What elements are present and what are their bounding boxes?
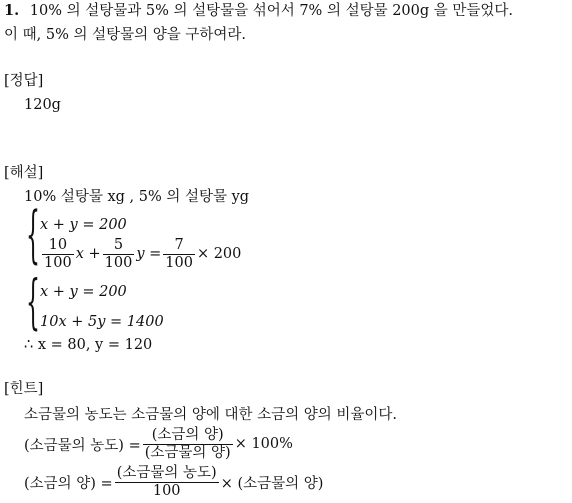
hint-formula-2-fraction: $\frac{\text{(소금물의 농도)}}{100}$ <box>116 464 217 499</box>
system-1-brace: { <box>26 202 40 273</box>
hint-header: [힌트] <box>4 381 44 397</box>
solution-header: [해설] <box>4 165 44 181</box>
fraction-10-over-100: $\frac{10}{100}$ <box>44 236 72 271</box>
answer-value: 120g <box>24 97 61 113</box>
problem-number: 1. <box>4 2 20 19</box>
hint-formula-2: (소금의 양) = $\frac{\text{(소금물의 농도)}}{100}$ × (소금물의 양) <box>24 464 324 499</box>
problem-line-2: 이 때, 5% 의 설탕물의 양을 구하여라. <box>4 27 246 43</box>
hint-line-1: 소금물의 농도는 소금물의 양에 대한 소금의 양의 비율이다. <box>24 407 398 423</box>
system-2-brace: { <box>26 270 40 339</box>
fraction-7-over-100: $\frac{7}{100}$ <box>165 236 193 271</box>
answer-header: [정답] <box>4 73 44 89</box>
system-2-equation-1: x + y = 200 <box>40 284 127 300</box>
hint-formula-1-fraction: $\frac{\text{(소금의 양)}}{\text{(소금물의 양)}}$ <box>144 426 231 461</box>
system-1-equation-2: $\frac{10}{100}$ x + $\frac{5}{100}$ y = $\frac{7}{100}$ × 200 <box>44 236 242 271</box>
solution-conclusion: ∴ x = 80, y = 120 <box>24 337 153 353</box>
system-1-equation-1: x + y = 200 <box>40 217 127 233</box>
problem-line-1: 10% 의 설탕물과 5% 의 설탕물을 섞어서 7% 의 설탕물 200g 을 만들었다. <box>29 3 514 19</box>
fraction-5-over-100: $\frac{5}{100}$ <box>104 236 133 271</box>
system-2-equation-2: 10x + 5y = 1400 <box>40 314 164 330</box>
solution-intro: 10% 설탕물 xg , 5% 의 설탕물 yg <box>24 189 250 205</box>
problem-statement <box>4 4 513 19</box>
hint-formula-1: (소금물의 농도) = $\frac{\text{(소금의 양)}}{\text{(소금물의 양)}}$ × 100% <box>24 426 293 461</box>
